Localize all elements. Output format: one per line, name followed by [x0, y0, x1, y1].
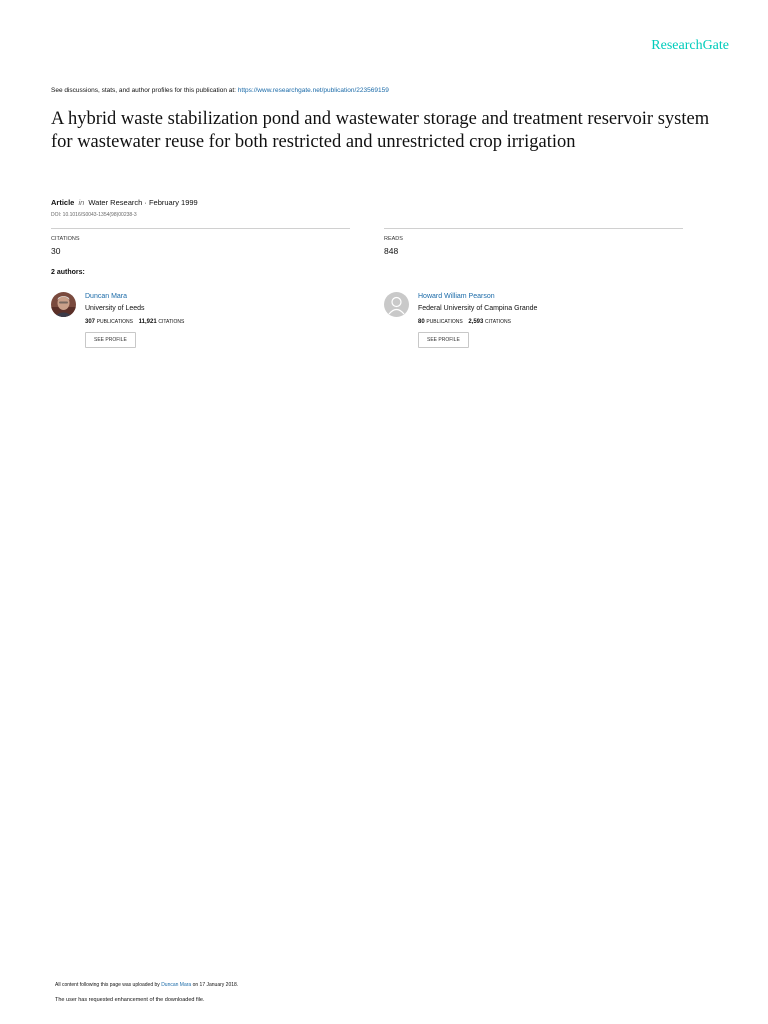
author-card [51, 292, 351, 354]
author-stats [85, 318, 188, 326]
publication-venue-date: Water Research · February 1999 [88, 198, 198, 207]
author-publications-label: PUBLICATIONS [96, 319, 133, 325]
upload-prefix: All content following this page was uploaded by [55, 982, 162, 988]
author-publications-count: 80 [418, 319, 425, 325]
researchgate-logo[interactable]: ResearchGate [651, 38, 729, 53]
publication-doi: DOI: 10.1016/S0043-1354(98)00238-3 [51, 212, 137, 218]
author-photo-avatar[interactable] [51, 292, 76, 317]
discussion-line [51, 87, 389, 94]
upload-suffix: on 17 January 2018. [191, 982, 239, 988]
publication-meta [51, 198, 198, 207]
author-publications-count: 307 [85, 319, 96, 325]
citations-value: 30 [51, 246, 61, 256]
default-user-avatar-icon[interactable] [384, 292, 409, 317]
publication-type: Article [51, 198, 75, 207]
see-profile-button[interactable]: SEE PROFILE [418, 332, 469, 348]
citations-stat [51, 228, 350, 256]
citations-label: CITATIONS [51, 236, 80, 242]
reads-stat [384, 228, 683, 256]
upload-note [55, 982, 238, 988]
author-name-link[interactable]: Duncan Mara [85, 293, 128, 300]
author-citations-count: 11,921 [138, 319, 157, 325]
author-institution: Federal University of Campina Grande [418, 305, 538, 312]
author-card [384, 292, 684, 354]
author-citations-label: CITATIONS [158, 319, 185, 325]
see-profile-button[interactable]: SEE PROFILE [85, 332, 136, 348]
discussion-prefix: See discussions, stats, and author profiles for this publication at: [51, 87, 238, 94]
author-publications-label: PUBLICATIONS [426, 319, 463, 325]
reads-label: READS [384, 236, 403, 242]
author-stats [418, 318, 537, 326]
publication-link[interactable]: https://www.researchgate.net/publication/223569159 [237, 87, 389, 94]
enhancement-note: The user has requested enhancement of the downloaded file. [55, 997, 205, 1003]
author-name-link[interactable]: Howard William Pearson [418, 293, 495, 300]
author-institution: University of Leeds [85, 305, 145, 312]
author-citations-count: 2,593 [468, 319, 484, 325]
authors-heading: 2 authors: [51, 269, 85, 276]
uploader-link[interactable]: Duncan Mara [161, 982, 192, 988]
author-info [418, 292, 537, 348]
reads-value: 848 [384, 246, 399, 256]
author-info [85, 292, 188, 348]
publication-title: A hybrid waste stabilization pond and wastewater storage and treatment reservoir system for wastewater reuse for both restricted and unrestricted crop irrigation [51, 109, 710, 152]
author-citations-label: CITATIONS [485, 319, 511, 325]
publication-in-word: in [78, 198, 85, 207]
